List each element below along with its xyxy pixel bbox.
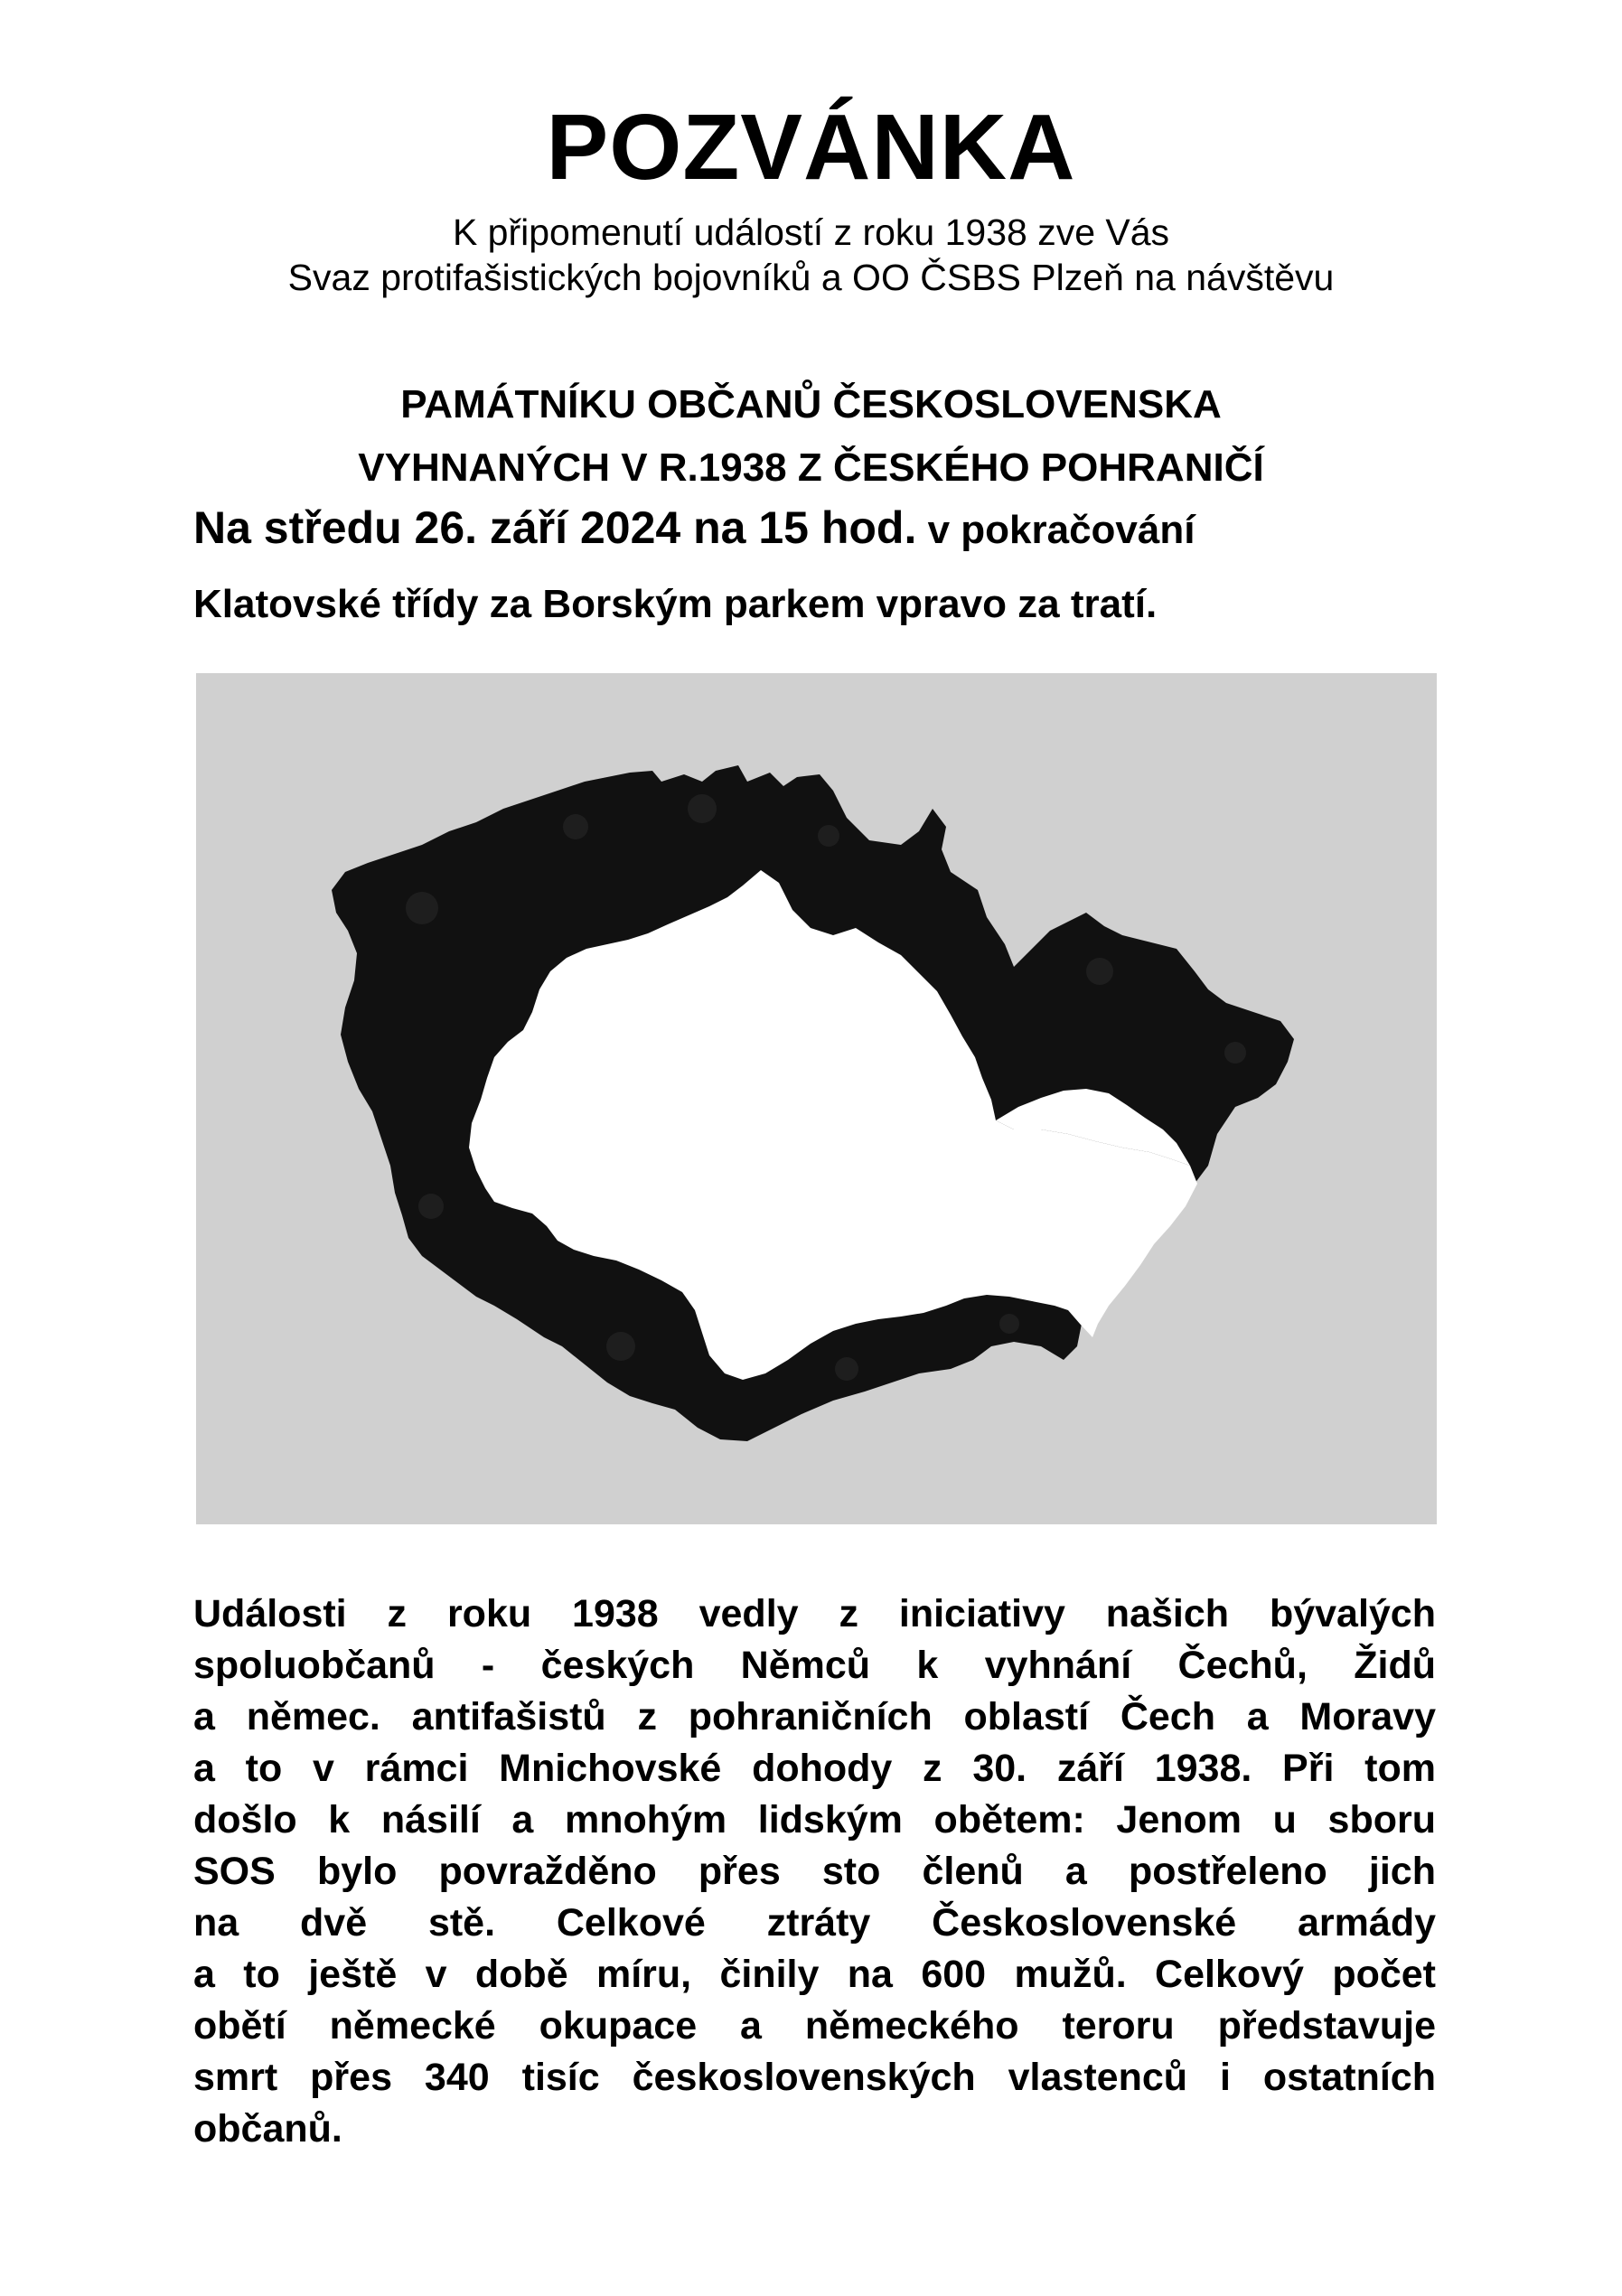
czechoslovakia-border-map [196, 673, 1437, 1524]
intro-line: K připomenutí událostí z roku 1938 zve Vás [452, 211, 1170, 253]
paragraph-line: spoluobčanů - českých Němců k vyhnání Čechů, Židů [193, 1644, 1436, 1687]
event-location-start: v pokračování [916, 508, 1195, 552]
paragraph-line: došlo k násilí a mnohým lidským obětem: Jenom u sboru [193, 1798, 1436, 1841]
intro-line: Svaz protifašistických bojovníků a OO ČSBS Plzeň na návštěvu [287, 257, 1335, 298]
map-illustration [196, 673, 1437, 1524]
historical-text [193, 1588, 1436, 2155]
paragraph-line: na dvě stě. Celkové ztráty Československé armády [193, 1901, 1436, 1945]
event-location: Klatovské třídy za Borským parkem vpravo za tratí. [193, 582, 1158, 626]
memorial-line: PAMÁTNÍKU OBČANŮ ČESKOSLOVENSKA [400, 382, 1222, 426]
memorial-line: VYHNANÝCH V R.1938 Z ČESKÉHO POHRANIČÍ [358, 445, 1264, 490]
invitation-title: POZVÁNKA [546, 95, 1076, 199]
event-time-place [193, 495, 1440, 637]
paragraph-line: Události z roku 1938 vedly z iniciativy našich bývalých [193, 1592, 1436, 1635]
paragraph-line: smrt přes 340 tisíc československých vlastenců i ostatních [193, 2056, 1436, 2099]
paragraph-line: a to v rámci Mnichovské dohody z 30. září 1938. Při tom [193, 1747, 1436, 1790]
paragraph-line: obětí německé okupace a německého teroru představuje [193, 2004, 1436, 2048]
paragraph-line: občanů. [193, 2107, 342, 2151]
paragraph-line: SOS bylo povražděno přes sto členů a postřeleno jich [193, 1850, 1436, 1893]
paragraph-line: a to ještě v době míru, činily na 600 mužů. Celkový počet [193, 1953, 1436, 1996]
event-date: Na středu 26. září 2024 na 15 hod. [193, 502, 917, 553]
memorial-name [0, 373, 1622, 500]
event-date-line [193, 495, 1440, 572]
paragraph-line: a němec. antifašistů z pohraničních oblastí Čech a Moravy [193, 1695, 1436, 1738]
intro-text [0, 210, 1622, 300]
